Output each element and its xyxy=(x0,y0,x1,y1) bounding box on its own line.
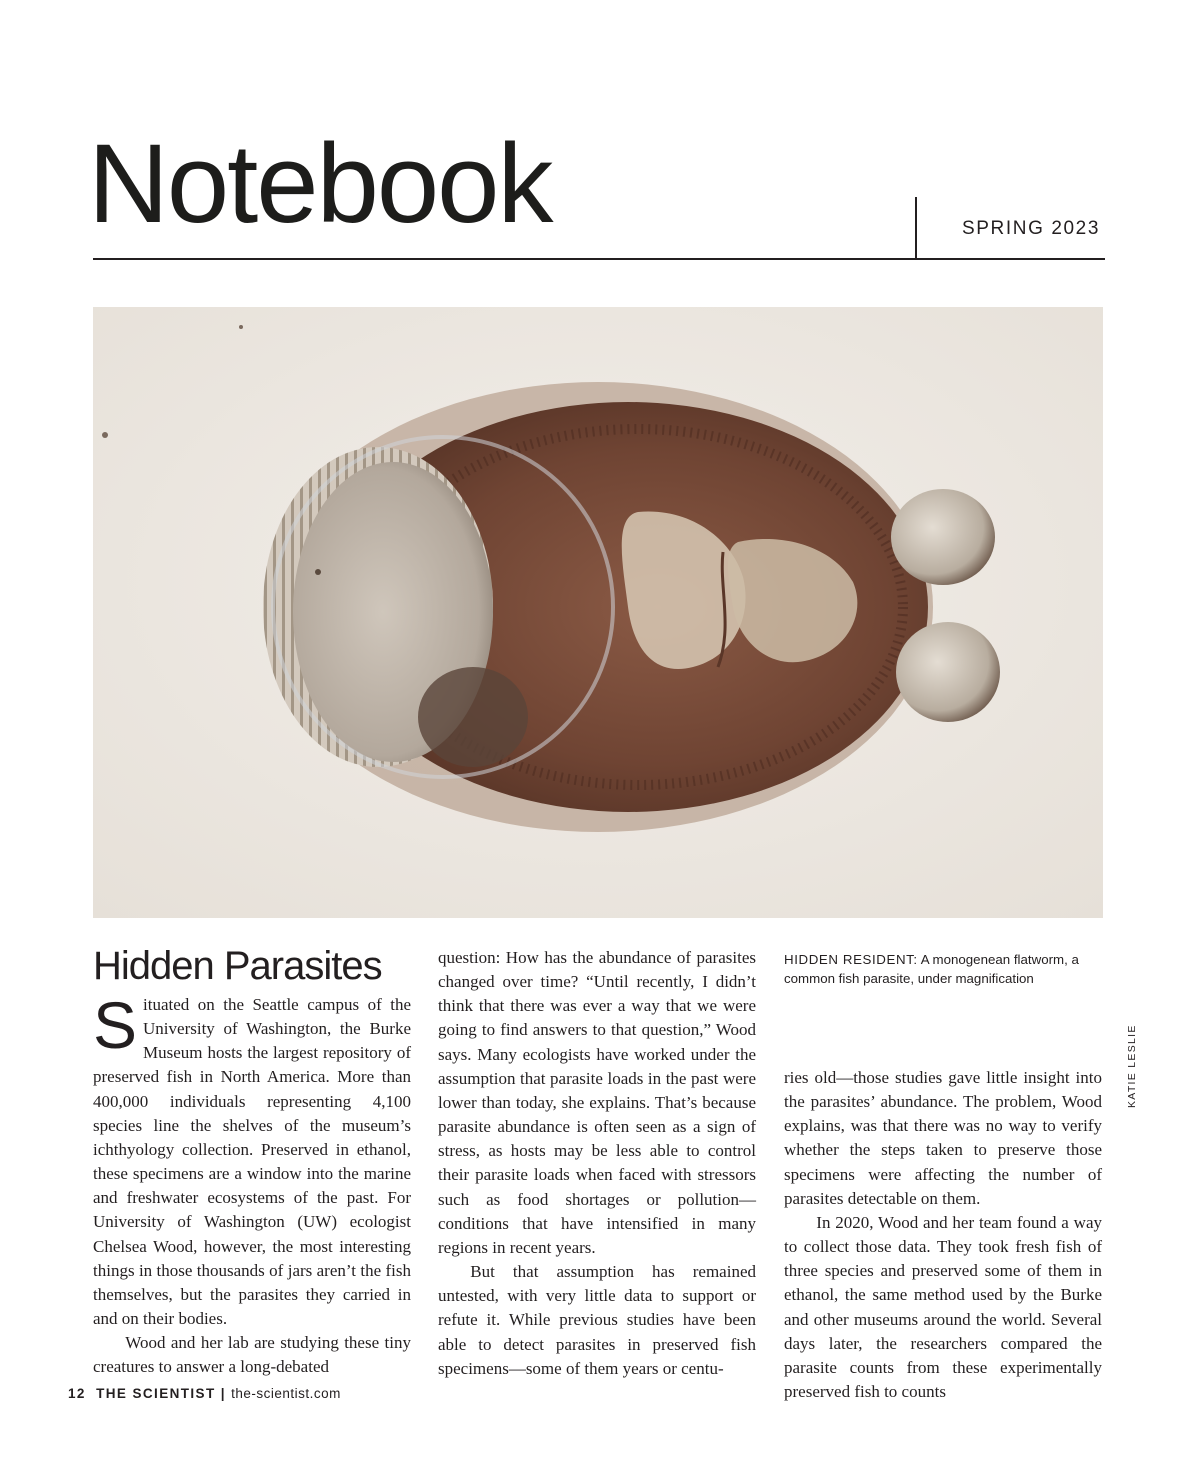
issue-date: SPRING 2023 xyxy=(962,218,1100,239)
photo-caption xyxy=(784,950,1106,988)
magazine-name: THE SCIENTIST xyxy=(96,1386,216,1401)
caption-text: A monogenean flatworm, a common fish parasite, under magnification xyxy=(784,952,1079,986)
paragraph xyxy=(93,988,411,1331)
footer-separator: | xyxy=(220,1386,226,1401)
magazine-url: the-scientist.com xyxy=(231,1386,341,1401)
page-number: 12 xyxy=(68,1386,86,1401)
paragraph: question: How has the abundance of parasites changed over time? “Until recently, I didn’t think that there was ever a way that we were going to find answers to that question,” Wood says. Many ecologists have worked under the assumption that parasite loads in the past were lower than today, she explains. That’s because parasite abundance is often seen as a sign of stress, as hosts may be less able to control their parasite loads when faced with stressors such as food shortages or pollution—conditions that have intensified in many regions in recent years. xyxy=(438,948,756,1257)
photo-credit: KATIE LESLIE xyxy=(1126,1024,1138,1108)
paragraph: But that assumption has remained untested, with very little data to support or refute it. While previous studies have been able to detect parasites in preserved fish specimens—some of them years or centu- xyxy=(438,1262,756,1378)
paragraph: ries old—those studies gave little insight into the parasites’ abundance. The problem, Wood explains, was that there was no way to verify whether the steps taken to preserve those specimens were affecting the number of parasites detectable on them. xyxy=(784,1068,1102,1208)
header-rule xyxy=(93,258,1105,260)
header-divider xyxy=(915,197,917,259)
paragraph: Wood and her lab are studying these tiny creatures to answer a long-debated xyxy=(93,1333,411,1377)
caption-label: HIDDEN RESIDENT: xyxy=(784,952,918,967)
article-column-3 xyxy=(784,1066,1102,1404)
paragraph: In 2020, Wood and her team found a way to collect those data. They took fresh fish of three species and preserved some of them in ethanol, the same method used by the Burke and other museums around the world. Several days later, the researchers compared the parasite counts from these experimentally preserved fish to counts xyxy=(784,1212,1102,1402)
article-column-2 xyxy=(438,946,756,1381)
section-title: Notebook xyxy=(88,121,552,246)
page-footer xyxy=(68,1386,341,1401)
flatworm-photo xyxy=(93,307,1103,918)
paragraph-text: ituated on the Seattle campus of the University of Washington, the Burke Museum hosts the largest repository of preserved fish in North America. More than 400,000 individuals representing 4,100 species line the shelves of the museum’s ichthyology collection. Preserved in ethanol, these specimens are a window into the marine and freshwater ecosystems of the past. For University of Washington (UW) ecologist Chelsea Wood, however, the most interesting things in those thousands of jars aren’t the fish themselves, but the parasites they carried in and on their bodies. xyxy=(93,995,411,1329)
drop-cap: S xyxy=(93,988,138,1062)
article-column-1 xyxy=(93,988,411,1380)
article-title: Hidden Parasites xyxy=(93,944,382,988)
